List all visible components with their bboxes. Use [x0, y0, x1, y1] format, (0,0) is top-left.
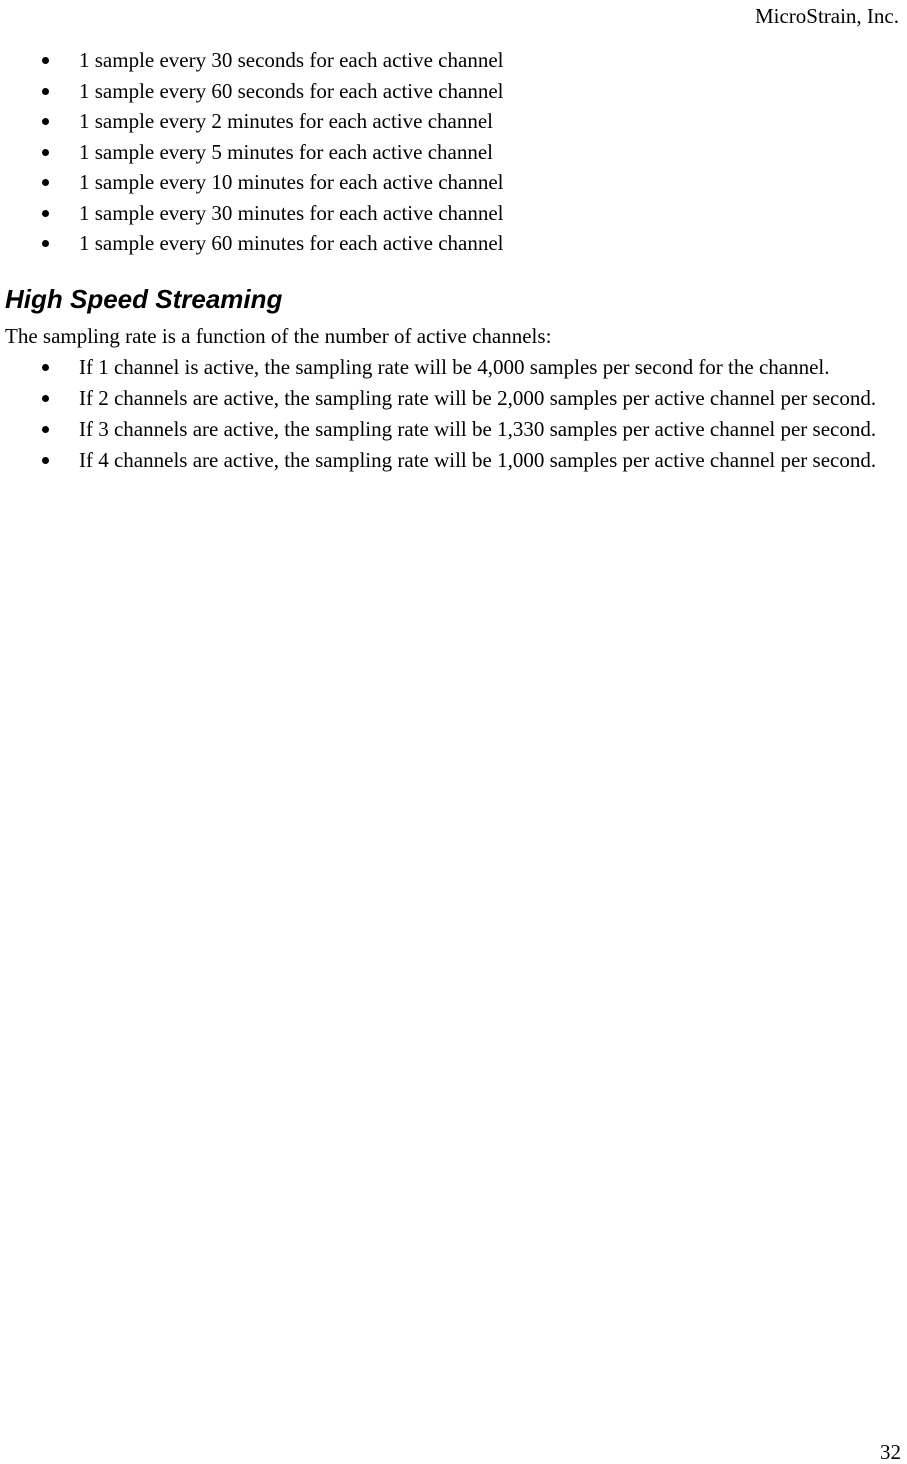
list-item-text: 1 sample every 10 minutes for each active channel [79, 170, 504, 194]
section-heading: High Speed Streaming [5, 284, 283, 314]
bullet-icon [42, 240, 49, 247]
list-item [0, 137, 889, 168]
list-item [0, 415, 889, 444]
bullet-icon [42, 210, 49, 217]
bullet-icon [42, 118, 49, 125]
list-item [0, 353, 889, 382]
page-number: 32 [880, 1440, 901, 1464]
list-item [0, 446, 889, 475]
streaming-rate-list [0, 353, 889, 477]
list-item [0, 76, 889, 107]
bullet-icon [42, 149, 49, 156]
list-item-text: If 2 channels are active, the sampling rate will be 2,000 samples per active channel per second. [79, 386, 877, 410]
list-item [0, 106, 889, 137]
list-item [0, 198, 889, 229]
list-item [0, 167, 889, 198]
bullet-icon [42, 179, 49, 186]
list-item-text: If 1 channel is active, the sampling rate will be 4,000 samples per second for the channel. [79, 355, 830, 379]
list-item-text: 1 sample every 5 minutes for each active channel [79, 139, 493, 164]
section-intro: The sampling rate is a function of the number of active channels: [5, 324, 552, 348]
list-item [0, 45, 889, 76]
list-item [0, 384, 889, 413]
list-item [0, 228, 889, 259]
list-item-text: If 4 channels are active, the sampling rate will be 1,000 samples per active channel per second. [79, 448, 877, 472]
list-item-text: 1 sample every 60 seconds for each active channel [79, 78, 504, 103]
page-header-company: MicroStrain, Inc. [754, 4, 899, 28]
bullet-icon [42, 395, 49, 402]
list-item-text: If 3 channels are active, the sampling rate will be 1,330 samples per active channel per second. [79, 417, 877, 441]
list-item-text: 1 sample every 30 minutes for each active channel [79, 200, 504, 225]
bullet-icon [42, 57, 49, 64]
bullet-icon [42, 426, 49, 433]
sampling-interval-list [0, 45, 889, 259]
bullet-icon [42, 364, 49, 371]
list-item-text: 1 sample every 30 seconds for each active channel [79, 48, 504, 72]
bullet-icon [42, 457, 49, 464]
list-item-text: 1 sample every 2 minutes for each active channel [79, 109, 493, 133]
bullet-icon [42, 88, 49, 95]
list-item-text: 1 sample every 60 minutes for each active channel [79, 231, 504, 255]
